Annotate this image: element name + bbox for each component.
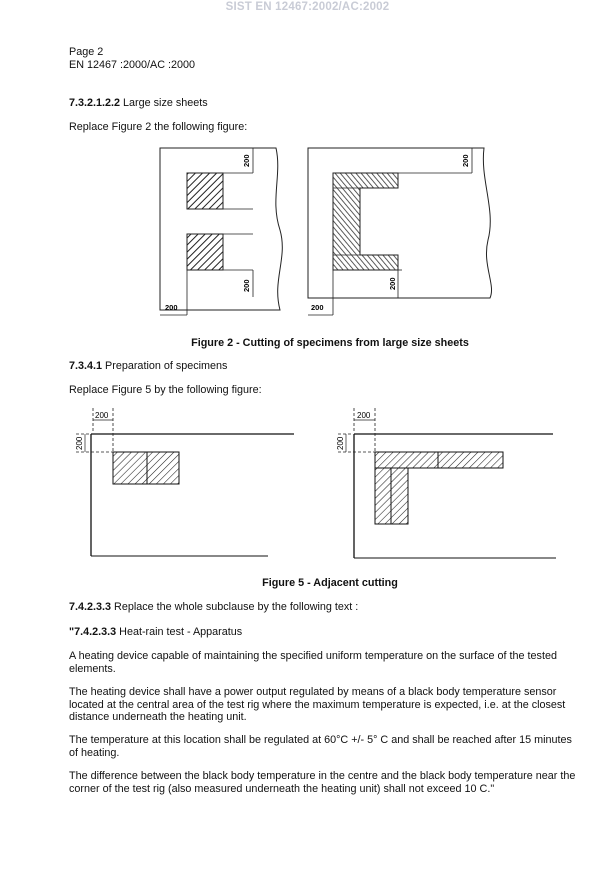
fig2-dim-label: 200 [242,154,251,167]
fig2-left-specimen-bottom [187,234,223,270]
section-7-4-2-3-3-replace [69,601,358,614]
section-title: Preparation of specimens [102,360,228,372]
figure5-instruction: Replace Figure 5 by the following figure: [69,384,262,396]
fig5-right-specimen-4 [391,468,408,524]
figure-2-caption: Figure 2 - Cutting of specimens from large size sheets [191,337,469,349]
fig5-right-specimen-1 [375,452,438,468]
quoted-subclause-heading [69,626,242,639]
fig5-right-specimen-2 [438,452,503,468]
paragraph-3: The temperature at this location shall be regulated at 60°C +/- 5° C and shall be reached after 15 minutes of heating. [69,734,572,759]
fig5-left-specimen-1 [113,452,147,484]
section-text: Replace the whole subclause by the following text : [111,601,359,613]
fig5-dim-label: 200 [75,436,84,450]
paragraph-1: A heating device capable of maintaining the specified uniform temperature on the surface of the tested elements. [69,650,557,675]
section-number: 7.3.4.1 [69,360,103,372]
paragraph-2: The heating device shall have a power output regulated by means of a black body temperature sensor located at the central area of the test rig where the maximum temperature is expected, i.e. at the closest distance underneath the heating unit. [69,686,566,723]
fig5-right-specimen-3 [375,468,391,524]
fig2-dim-label: 200 [242,279,251,292]
paragraph-4: The difference between the black body temperature in the centre and the black body temperature near the corner of the test rig (also measured underneath the heating unit) shall not exceed 10 C." [69,770,576,795]
section-heading-large-sheets [69,97,208,110]
figure-5-caption: Figure 5 - Adjacent cutting [262,577,398,589]
page-number: Page 2 [69,46,104,58]
section-number: 7.4.2.3.3 [69,601,112,613]
section-number: 7.3.2.1.2.2 [69,97,121,109]
fig2-left-specimen-top [187,173,223,209]
fig2-dim-label: 200 [461,154,470,167]
fig5-dim-label: 200 [336,436,345,450]
figure-2 [150,140,510,320]
fig5-dim-label: 200 [95,411,109,420]
figure-5 [60,403,560,568]
section-title: Large size sheets [120,97,208,109]
section-heading-preparation [69,360,227,373]
fig5-dim-label: 200 [357,411,371,420]
fig2-dim-label: 200 [165,303,178,312]
figure2-instruction: Replace Figure 2 the following figure: [69,121,248,133]
fig2-left-sheet [160,148,282,310]
section-title: Heat-rain test - Apparatus [116,626,243,638]
fig2-dim-label: 200 [388,277,397,290]
section-number: "7.4.2.3.3 [69,626,117,638]
fig2-dim-label: 200 [311,303,324,312]
fig5-left-specimen-2 [147,452,179,484]
document-reference: EN 12467 :2000/AC :2000 [69,59,196,71]
watermark: SIST EN 12467:2002/AC:2002 [225,1,390,13]
